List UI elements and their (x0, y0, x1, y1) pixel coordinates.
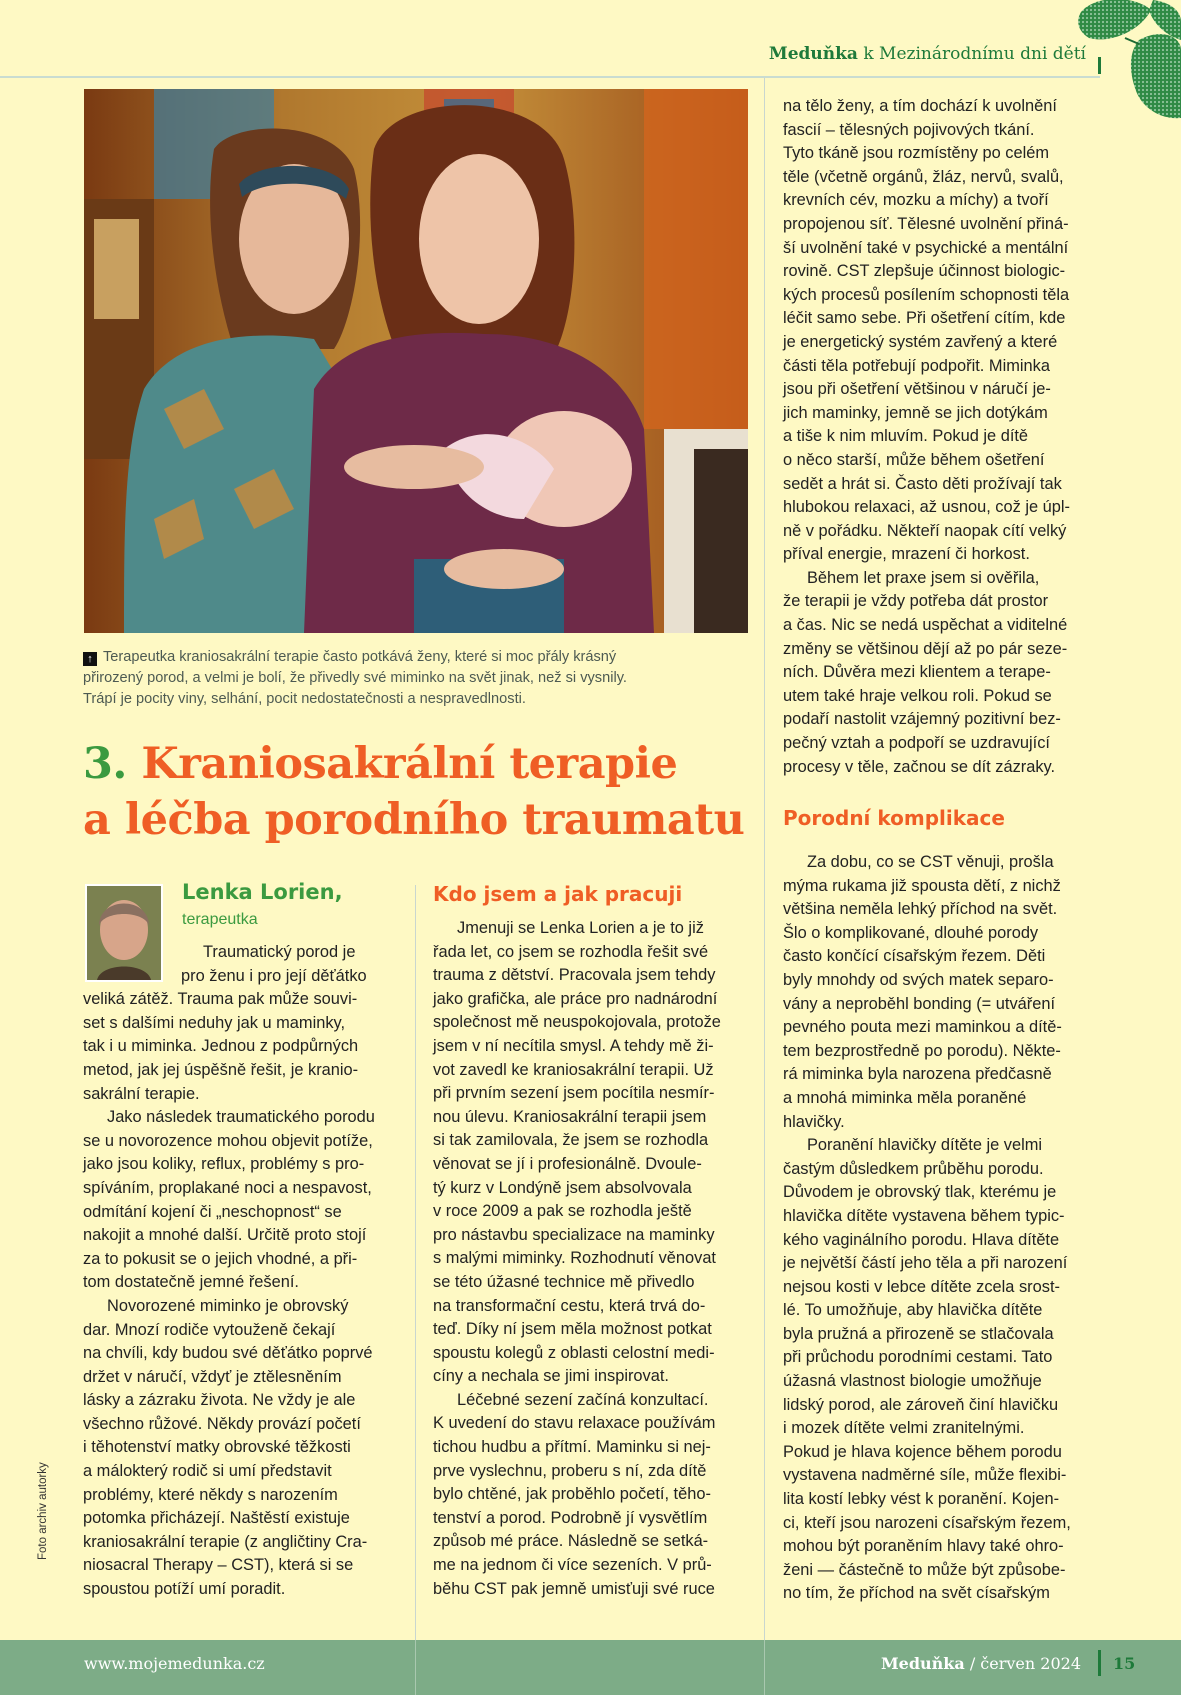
header-brand: Meduňka (768, 44, 858, 64)
text-line: lé. To umožňuje, aby hlavička dítěte (783, 1301, 1043, 1320)
text-line: jako jsou koliky, reflux, problémy s pro- (83, 1155, 365, 1174)
photo-two-women-with-baby (84, 89, 748, 633)
text-line: Novorozené miminko je obrovský (107, 1296, 349, 1315)
text-line: a málokterý rodič si umí představit (83, 1462, 332, 1481)
text-line: tý kurz v Londýně jsem absolvovala (433, 1178, 692, 1197)
text-line: Tyto tkáně jsou rozmístěny po celém (783, 144, 1050, 163)
text-line: veliká zátěž. Trauma pak může souvi- (83, 990, 358, 1009)
page-footer (0, 1640, 1181, 1695)
column-divider (415, 1640, 416, 1695)
header-accent-bar (1098, 57, 1101, 74)
text-line: je největší částí jeho těla a při narození (783, 1254, 1068, 1273)
text-line: úžasná vlastnost biologie umožňuje (783, 1372, 1042, 1391)
text-line: i mozek dítěte velmi zranitelnými. (783, 1419, 1025, 1438)
text-line: vány a neproběhl bonding (= utváření (783, 994, 1056, 1013)
text-line: potomka přicházejí. Naštěstí existuje (83, 1509, 350, 1528)
text-line: sakrální terapie. (83, 1084, 200, 1103)
text-line: ší uvolnění také v psychické a mentální (783, 238, 1069, 257)
text-line: no tím, že příchod na svět císařským (783, 1584, 1050, 1603)
article-photo (84, 89, 748, 633)
text-line: dar. Mnozí rodiče vytouženě čekají (83, 1320, 336, 1339)
text-line: kého vaginálního porodu. Hlava dítěte (783, 1230, 1060, 1249)
text-line: fascií – tělesných pojivových tkání. (783, 120, 1035, 139)
article-column-3 (783, 95, 1108, 779)
text-line: jich maminky, jemně se jich dotýkám (783, 403, 1048, 422)
text-line: za to pokusit se o jejich vhodné, a při- (83, 1249, 358, 1268)
text-line: těle (včetně orgánů, žláz, nervů, svalů, (783, 167, 1064, 186)
text-line: se této úžasné technice mě přivedlo (433, 1272, 695, 1291)
text-line: na transformační cestu, která trvá do- (433, 1296, 706, 1315)
text-line: kých procesů posílením schopnosti těla (783, 285, 1070, 304)
text-line: často končící císařským řezem. Děti (783, 947, 1046, 966)
text-line: a čas. Nic se nedá uspěchat a viditelné (783, 616, 1068, 635)
text-line: Během let praxe jsem si ověřila, (807, 568, 1040, 587)
text-line: nou úlevu. Kraniosakrální terapii jsem (433, 1107, 707, 1126)
title-line-1: Kraniosakrální terapie (126, 739, 678, 789)
footer-issue-date: / červen 2024 (964, 1654, 1081, 1673)
text-line: mohou být poraněním hlavy také ohro- (783, 1537, 1064, 1556)
caption-line: Trápí je pocity viny, selhání, pocit nedostatečnosti a nespravedlnosti. (83, 691, 526, 707)
text-line: Důvodem je obrovský tlak, kterému je (783, 1183, 1057, 1202)
text-line: všechno růžové. Někdy provází početí (83, 1414, 361, 1433)
text-line: Traumatický porod je (203, 943, 356, 961)
text-line: krevních cév, mozku a míchy) a tvoří (783, 191, 1049, 210)
article-column-1 (83, 941, 408, 1602)
text-line: je energetický systém zavřený a které (783, 332, 1058, 351)
text-line: věnovat se jí i profesionálně. Dvoule- (433, 1154, 702, 1173)
issue-info (881, 1654, 1081, 1673)
text-line: řada let, co jsem se rozhodla řešit své (433, 942, 709, 961)
text-line: hlavičky. (783, 1112, 845, 1131)
text-line: při prvním sezení jsem pocítila nesmír- (433, 1084, 715, 1103)
text-line: jsou při ošetření většinou v náručí je- (783, 380, 1051, 399)
text-line: byla pružná a přirozeně se stlačovala (783, 1324, 1054, 1343)
text-line: spoustou potíží umí poradit. (83, 1580, 286, 1599)
article-number: 3. (83, 739, 127, 789)
text-line: i těhotenství matky obrovské těžkosti (83, 1438, 351, 1457)
text-line: Pokud je hlava kojence během porodu (783, 1442, 1062, 1461)
text-line: teď. Díky ní jsem měla možnost potkat (433, 1320, 712, 1339)
article-title (83, 736, 763, 848)
text-line: při průchodu porodními cestami. Tato (783, 1348, 1053, 1367)
text-line: trauma z dětství. Pracovala jsem tehdy (433, 966, 716, 985)
text-line: jsem v ní necítila smysl. A tehdy mě ži- (433, 1036, 714, 1055)
text-line: podaří nastolit vzájemný pozitivní bez- (783, 710, 1061, 729)
text-line: hlubokou relaxaci, až usnou, což je úpl- (783, 498, 1071, 517)
text-line: nejsou kosti v lebce dítěte zcela srost- (783, 1277, 1060, 1296)
text-line: byly mnohdy od svých matek separo- (783, 970, 1054, 989)
text-line: prve vyslechnu, proberu s ní, zda dítě (433, 1461, 707, 1480)
text-line: problémy, které někdy s narozením (83, 1485, 338, 1504)
text-line: že terapii je vždy potřeba dát prostor (783, 592, 1049, 611)
text-line: ci, kteří jsou narozeni císařským řezem, (783, 1513, 1071, 1532)
page-number: 15 (1113, 1654, 1136, 1673)
text-line: Léčebné sezení začíná konzultací. (457, 1390, 709, 1409)
website-link[interactable]: www.mojemedunka.cz (84, 1654, 265, 1673)
text-line: změny se většinou dějí až po pár seze- (783, 639, 1068, 658)
text-line: hlavička dítěte vystavena během typic- (783, 1206, 1065, 1225)
text-line: pevného pouta mezi maminkou a dítě- (783, 1018, 1062, 1037)
section-heading-who-am-i: Kdo jsem a jak pracuji (433, 882, 683, 906)
text-line: pro nástavbu specializace na maminky (433, 1225, 715, 1244)
text-line: v roce 2009 a pak se rozhodla ještě (433, 1202, 692, 1221)
text-line: lita kostí lebky vést k poranění. Kojen- (783, 1490, 1060, 1509)
text-line: Šlo o komplikované, dlouhé porody (783, 923, 1039, 942)
text-line: na chvíli, kdy budou své děťátko poprvé (83, 1344, 373, 1363)
text-line: a mnohá miminka měla poraněné (783, 1088, 1027, 1107)
text-line: Jmenuji se Lenka Lorien a je to již (457, 919, 704, 937)
photo-credit: Foto archiv autorky (37, 1462, 49, 1560)
text-line: ženi — částečně to může být způsobe- (783, 1560, 1066, 1579)
column-divider (415, 885, 416, 1640)
text-line: způsob mé práce. Následně se setká- (433, 1532, 709, 1551)
caption-line: Terapeutka kraniosakrální terapie často potkává ženy, které si moc přály krásný (103, 649, 617, 665)
column-divider (764, 1640, 765, 1695)
text-line: sedět a hrát si. Často děti prožívají tak (783, 474, 1062, 493)
text-line: jako grafička, ale práce pro nadnárodní (433, 989, 718, 1008)
caption-line: přirozený porod, a velmi je bolí, že přivedly své miminko na svět jinak, než si vysnily. (83, 670, 627, 686)
text-line: rá miminka byla narozena předčasně (783, 1065, 1052, 1084)
text-line: o něco starší, může během ošetření (783, 450, 1045, 469)
text-line: kraniosakrální terapie (z angličtiny Cra- (83, 1532, 368, 1551)
title-line-2: a léčba porodního traumatu (83, 795, 745, 845)
text-line: utem také hraje velkou roli. Pokud se (783, 686, 1052, 705)
footer-accent-bar (1098, 1650, 1101, 1676)
author-role: terapeutka (182, 911, 258, 928)
text-line: častým důsledkem průběhu porodu. (783, 1159, 1044, 1178)
article-column-3-continued (783, 851, 1108, 1606)
text-line: K uvedení do stavu relaxace používám (433, 1414, 716, 1433)
text-line: Poranění hlavičky dítěte je velmi (807, 1136, 1043, 1155)
text-line: běhu CST pak jemně umisťuji své ruce (433, 1579, 715, 1598)
text-line: odmítání kojení či „neschopnost“ se (83, 1202, 342, 1221)
footer-brand: Meduňka (880, 1654, 965, 1673)
text-line: lásky a zázraku života. Ne vždy je ale (83, 1391, 356, 1410)
text-line: cíny a nechala se jimi inspirovat. (433, 1367, 669, 1386)
text-line: Jako následek traumatického porodu (107, 1108, 375, 1127)
photo-caption (83, 647, 743, 710)
text-line: tom dostatečně jemné řešení. (83, 1273, 299, 1292)
text-line: tenství a porod. Podrobně jí vysvětlím (433, 1508, 708, 1527)
text-line: příval energie, mrazení či horkost. (783, 545, 1030, 564)
text-line: tichou hudbu a přítmí. Maminku si nej- (433, 1438, 711, 1457)
text-line: ních. Důvěra mezi klientem a terape- (783, 663, 1051, 682)
text-line: mýma rukama již spousta dětí, z nichž (783, 876, 1061, 895)
text-line: metod, jak jej úspěšně řešit, je kranio- (83, 1060, 359, 1079)
text-line: procesy v těle, začnou se dít zázraky. (783, 757, 1056, 776)
arrow-up-icon: ↑ (83, 652, 97, 666)
text-line: s malými miminky. Rozhodnutí věnovat (433, 1249, 716, 1268)
text-line: společnost mě neuspokojovala, protože (433, 1013, 721, 1032)
text-line: na tělo ženy, a tím dochází k uvolnění (783, 97, 1057, 115)
text-line: Za dobu, co se CST věnuji, prošla (807, 853, 1054, 871)
text-line: niosacral Therapy – CST), která si se (83, 1556, 354, 1575)
text-line: rovině. CST zlepšuje účinnost biologic- (783, 262, 1066, 281)
text-line: si tak zamilovala, že jsem se rozhodla (433, 1131, 709, 1150)
text-line: me na jednom či více sezeních. V prů- (433, 1556, 712, 1575)
text-line: nakojit a mnohé další. Určitě proto stojí (83, 1226, 367, 1245)
text-line: ně v pořádku. Někteří naopak cítí velký (783, 521, 1067, 540)
text-line: pečný vztah a podpoří se uzdravující (783, 734, 1050, 753)
text-line: části těla potřebují podpořit. Miminka (783, 356, 1050, 375)
text-line: vot zavedl ke kraniosakrální terapii. Už (433, 1060, 714, 1079)
section-heading-birth-complications: Porodní komplikace (783, 806, 1005, 830)
article-column-2 (433, 917, 758, 1601)
text-line: se u novorozence mohou objevit potíže, (83, 1131, 373, 1150)
text-line: set s dalšími neduhy jak u maminky, (83, 1013, 346, 1032)
text-line: držet v náručí, vždyť je ztělesněním (83, 1367, 342, 1386)
text-line: bylo chtěné, jak proběhlo početí, těho- (433, 1485, 711, 1504)
text-line: propojenou síť. Tělesné uvolnění přiná- (783, 214, 1069, 233)
text-line: léčit samo sebe. Při ošetření cítím, kde (783, 309, 1066, 328)
text-line: většina neměla lehký příchod na svět. (783, 900, 1058, 919)
text-line: spíváním, proplakané noci a nespavost, (83, 1178, 372, 1197)
text-line: vystavena nadměrné síle, může flexibi- (783, 1466, 1067, 1485)
text-line: tak i u miminka. Jednou z podpůrných (83, 1037, 359, 1056)
text-line: tem bezprostředně po porodu). Někte- (783, 1041, 1061, 1060)
header-section-title: k Mezinárodnímu dni dětí (857, 44, 1086, 64)
author-name: Lenka Lorien, (182, 880, 343, 904)
section-header (769, 44, 1086, 64)
text-line: spoustu kolegů z oblasti celostní medi- (433, 1343, 715, 1362)
text-line: a tiše k nim mluvím. Pokud je dítě (783, 427, 1029, 446)
text-line: lidský porod, ale zároveň činí hlavičku (783, 1395, 1059, 1414)
text-line: pro ženu i pro její děťátko (181, 966, 367, 985)
column-divider (764, 78, 765, 1640)
header-divider (0, 76, 1100, 78)
